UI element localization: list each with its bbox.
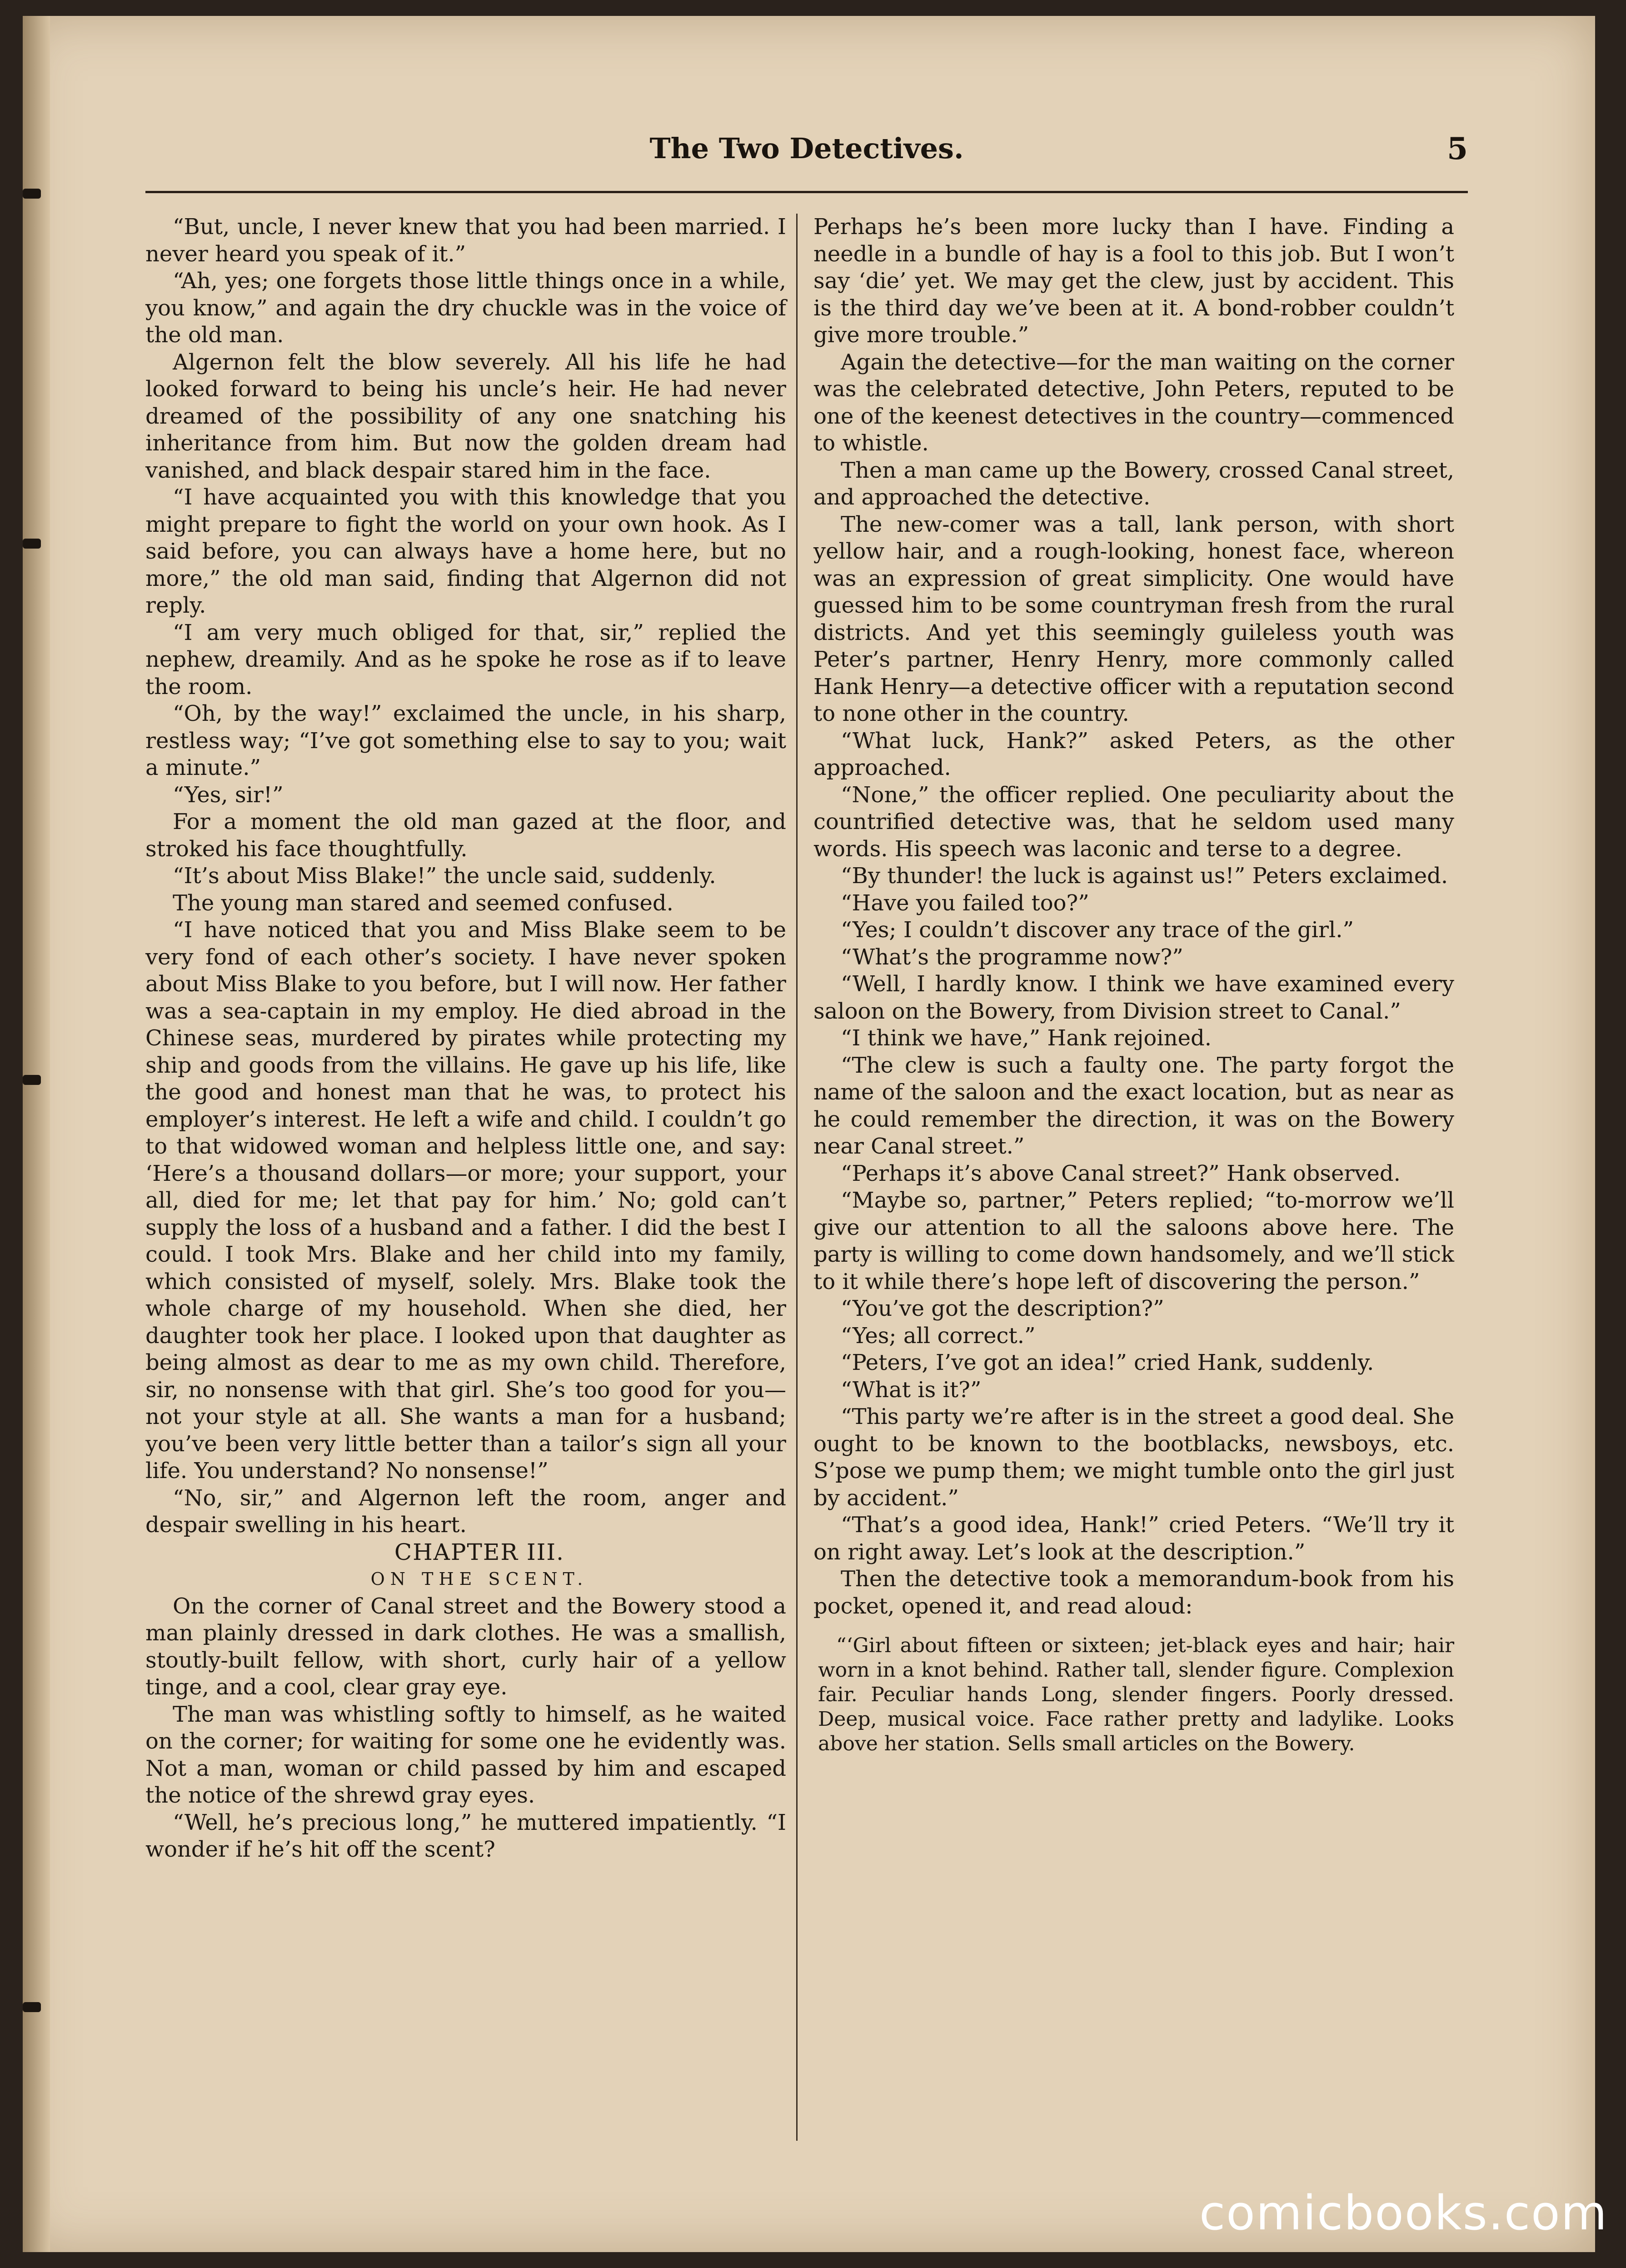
page-header: [145, 127, 1468, 182]
column-divider: [796, 214, 798, 2141]
page-number: 5: [1447, 131, 1468, 166]
paragraph: Algernon felt the blow severely. All his life he had looked forward to being his uncle’s heir. He had never dreamed of the possibility of any one snatching his inheritance from him. But now the golden dream had vanished, and black despair stared him in the face.: [145, 349, 786, 483]
paragraph: “Maybe so, partner,” Peters replied; “to-morrow we’ll give our attention to all the saloons above here. The party is willing to come down handsomely, and we’ll stick to it while there’s hope left of discovering the person.”: [813, 1188, 1454, 1294]
paragraph: “But, uncle, I never knew that you had been married. I never heard you speak of it.”: [145, 214, 786, 267]
paragraph: “Ah, yes; one forgets those little things once in a while, you know,” and again the dry chuckle was in the voice of the old man.: [145, 268, 786, 348]
paragraph: “Yes, sir!”: [173, 782, 284, 808]
paragraph: “What’s the programme now?”: [841, 944, 1183, 970]
paragraph: Then a man came up the Bowery, crossed Canal street, and approached the detective.: [813, 457, 1454, 510]
staple-mark: [23, 2002, 41, 2012]
paragraph: “Have you failed too?”: [841, 890, 1089, 916]
paragraph: The new-comer was a tall, lank person, with short yellow hair, and a rough-looking, honest face, whereon was an expression of great simplicity. One would have guessed him to be some countryman fresh from the rural districts. And yet this seemingly guileless youth was Peter’s partner, Henry Henry, more commonly called Hank Henry—a detective officer with a reputation second to none other in the country.: [813, 511, 1454, 726]
paragraph: “Yes; all correct.”: [841, 1323, 1036, 1349]
paragraph: “You’ve got the description?”: [841, 1296, 1164, 1321]
paragraph: “I am very much obliged for that, sir,” replied the nephew, dreamily. And as he spoke he rose as if to leave the room.: [145, 619, 786, 699]
left-column: [145, 214, 786, 2141]
page-spine: [23, 16, 50, 2252]
paragraph: “Yes; I couldn’t discover any trace of the girl.”: [841, 917, 1354, 943]
paragraph: “None,” the officer replied. One peculiarity about the countrified detective was, that he seldom used many words. His speech was laconic and terse to a degree.: [813, 782, 1454, 862]
paragraph: “Perhaps it’s above Canal street?” Hank observed.: [841, 1160, 1401, 1186]
memorandum-quote: [813, 1634, 1454, 1756]
paragraph: “That’s a good idea, Hank!” cried Peters. “We’ll try it on right away. Let’s look at the description.”: [813, 1512, 1454, 1565]
paragraph: Again the detective—for the man waiting on the corner was the celebrated detective, John Peters, reputed to be one of the keenest detectives in the country—commenced to whistle.: [813, 349, 1454, 456]
watermark-logo: comicbooks.com: [1199, 2185, 1608, 2241]
paragraph: “Peters, I’ve got an idea!” cried Hank, suddenly.: [841, 1350, 1374, 1375]
paragraph: Then the detective took a memorandum-book from his pocket, opened it, and read aloud:: [813, 1566, 1454, 1619]
paragraph: “This party we’re after is in the street a good deal. She ought to be known to the bootblacks, newsboys, etc. S’pose we pump them; we might tumble onto the girl just by accident.”: [813, 1404, 1454, 1511]
running-title: The Two Detectives.: [649, 132, 964, 165]
right-column: [813, 214, 1454, 2141]
chapter-subtitle: ON THE SCENT.: [370, 1569, 589, 1589]
paragraph: “What is it?”: [841, 1377, 982, 1403]
quote-text: “‘Girl about fifteen or sixteen; jet-black eyes and hair; hair worn in a knot behind. Rather tall, slender figure. Complexion fair. Peculiar hands Long, slender fingers. Poorly dressed. Deep, musical voice. Face rather pretty and ladylike. Looks above her station. Sells small articles on the Bowery.: [818, 1634, 1454, 1755]
staple-mark: [23, 539, 41, 549]
paragraph: “I think we have,” Hank rejoined.: [841, 1025, 1212, 1051]
paragraph: For a moment the old man gazed at the floor, and stroked his face thoughtfully.: [145, 809, 786, 862]
paragraph: The young man stared and seemed confused.: [173, 890, 673, 916]
paragraph: “Well, he’s precious long,” he muttered impatiently. “I wonder if he’s hit off the scent?: [145, 1809, 786, 1862]
staple-mark: [23, 189, 41, 199]
paragraph: “By thunder! the luck is against us!” Peters exclaimed.: [841, 863, 1448, 889]
paragraph: “No, sir,” and Algernon left the room, anger and despair swelling in his heart.: [145, 1485, 786, 1538]
staple-mark: [23, 1075, 41, 1085]
header-rule: [145, 191, 1468, 193]
paragraph: “The clew is such a faulty one. The party forgot the name of the saloon and the exact location, but as near as he could remember the direction, it was on the Bowery near Canal street.”: [813, 1052, 1454, 1159]
paragraph: “What luck, Hank?” asked Peters, as the other approached.: [813, 728, 1454, 780]
paragraph: “It’s about Miss Blake!” the uncle said, suddenly.: [173, 863, 716, 889]
paragraph: “Well, I hardly know. I think we have examined every saloon on the Bowery, from Division street to Canal.”: [813, 971, 1454, 1024]
paragraph: Perhaps he’s been more lucky than I have. Finding a needle in a bundle of hay is a fool to this job. But I won’t say ‘die’ yet. We may get the clew, just by accident. This is the third day we’ve been at it. A bond-robber couldn’t give more trouble.”: [813, 214, 1454, 348]
chapter-title: CHAPTER III.: [394, 1539, 565, 1565]
paragraph: The man was whistling softly to himself, as he waited on the corner; for waiting for some one he evidently was. Not a man, woman or child passed by him and escaped the notice of the shrewd gray eyes.: [145, 1701, 786, 1808]
paragraph: “Oh, by the way!” exclaimed the uncle, in his sharp, restless way; “I’ve got something else to say to you; wait a minute.”: [145, 701, 786, 780]
paragraph: On the corner of Canal street and the Bowery stood a man plainly dressed in dark clothes. He was a smallish, stoutly-built fellow, with short, curly hair of a yellow tinge, and a cool, clear gray eye.: [145, 1593, 786, 1700]
paragraph: “I have acquainted you with this knowledge that you might prepare to fight the world on your own hook. As I said before, you can always have a home here, but no more,” the old man said, finding that Algernon did not reply.: [145, 485, 786, 618]
paragraph: “I have noticed that you and Miss Blake seem to be very fond of each other’s society. I have never spoken about Miss Blake to you before, but I will now. Her father was a sea-captain in my employ. He died abroad in the Chinese seas, murdered by pirates while protecting my ship and goods from the villains. He gave up his life, like the good and honest man that he was, to protect his employer’s interest. He left a wife and child. I couldn’t go to that widowed woman and helpless little one, and say: ‘Here’s a thousand dollars—or more; your support, your all, died for me; let that pay for him.’ No; gold can’t supply the loss of a husband and a father. I did the best I could. I took Mrs. Blake and her child into my family, which consisted of myself, solely. Mrs. Blake took the whole charge of my household. When she died, her daughter took her place. I looked upon that daughter as being almost as dear to me as my own child. Therefore, sir, no nonsense with that girl. She’s too good for you—not your style at all. She wants a man for a husband; you’ve been very little better than a tailor’s sign all your life. You understand? No nonsense!”: [145, 917, 786, 1484]
